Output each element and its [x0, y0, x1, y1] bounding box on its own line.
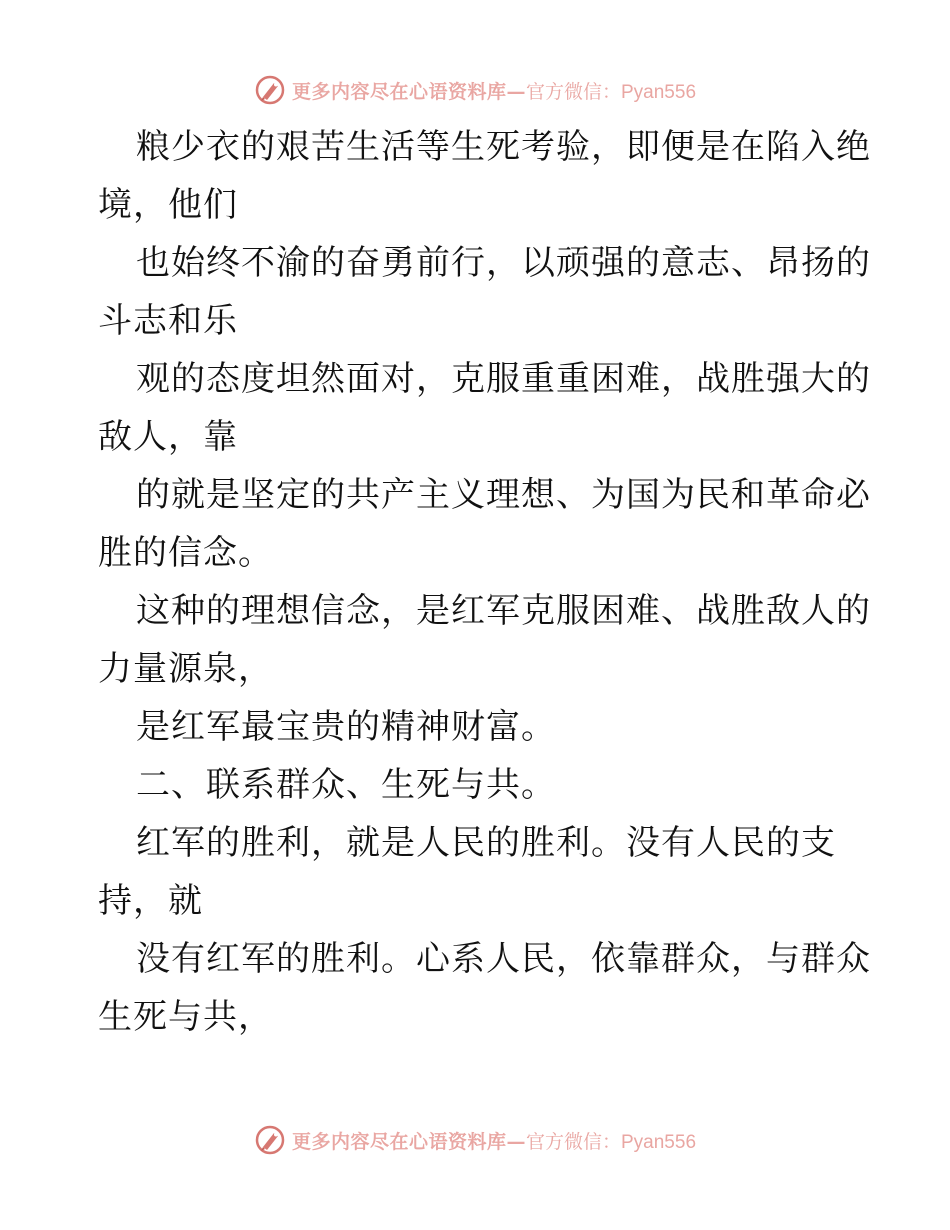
watermark-text: 更多内容尽在心语资料库—	[291, 1130, 526, 1153]
text-line: 持，就	[98, 881, 203, 921]
watermark-text: 更多内容尽在心语资料库—	[291, 80, 526, 103]
text-line: 粮少衣的艰苦生活等生死考验，即便是在陷入绝	[136, 127, 871, 167]
text-line: 红军的胜利，就是人民的胜利。没有人民的支	[136, 823, 836, 863]
watermark-contact: 官方微信：Pyan556	[526, 1131, 697, 1153]
document-body	[98, 118, 871, 1046]
text-line: 境，他们	[98, 185, 238, 225]
text-line: 敌人，靠	[98, 417, 238, 457]
text-line: 生死与共，	[98, 997, 273, 1037]
text-line: 这种的理想信念，是红军克服困难、战胜敌人的	[136, 591, 871, 631]
footer-watermark	[0, 1120, 950, 1160]
text-line: 力量源泉，	[98, 649, 273, 689]
pen-logo-icon	[254, 1124, 286, 1156]
text-line: 斗志和乐	[98, 301, 238, 341]
header-watermark	[0, 70, 950, 110]
text-line: 观的态度坦然面对，克服重重困难，战胜强大的	[136, 359, 871, 399]
text-line: 的就是坚定的共产主义理想、为国为民和革命必	[136, 475, 871, 515]
watermark-contact: 官方微信：Pyan556	[526, 81, 697, 103]
section-heading: 二、联系群众、生死与共。	[136, 765, 556, 805]
text-line: 也始终不渝的奋勇前行，以顽强的意志、昂扬的	[136, 243, 871, 283]
text-line: 没有红军的胜利。心系人民，依靠群众，与群众	[136, 939, 871, 979]
text-line: 是红军最宝贵的精神财富。	[136, 707, 556, 747]
pen-logo-icon	[254, 74, 286, 106]
text-line: 胜的信念。	[98, 533, 273, 573]
